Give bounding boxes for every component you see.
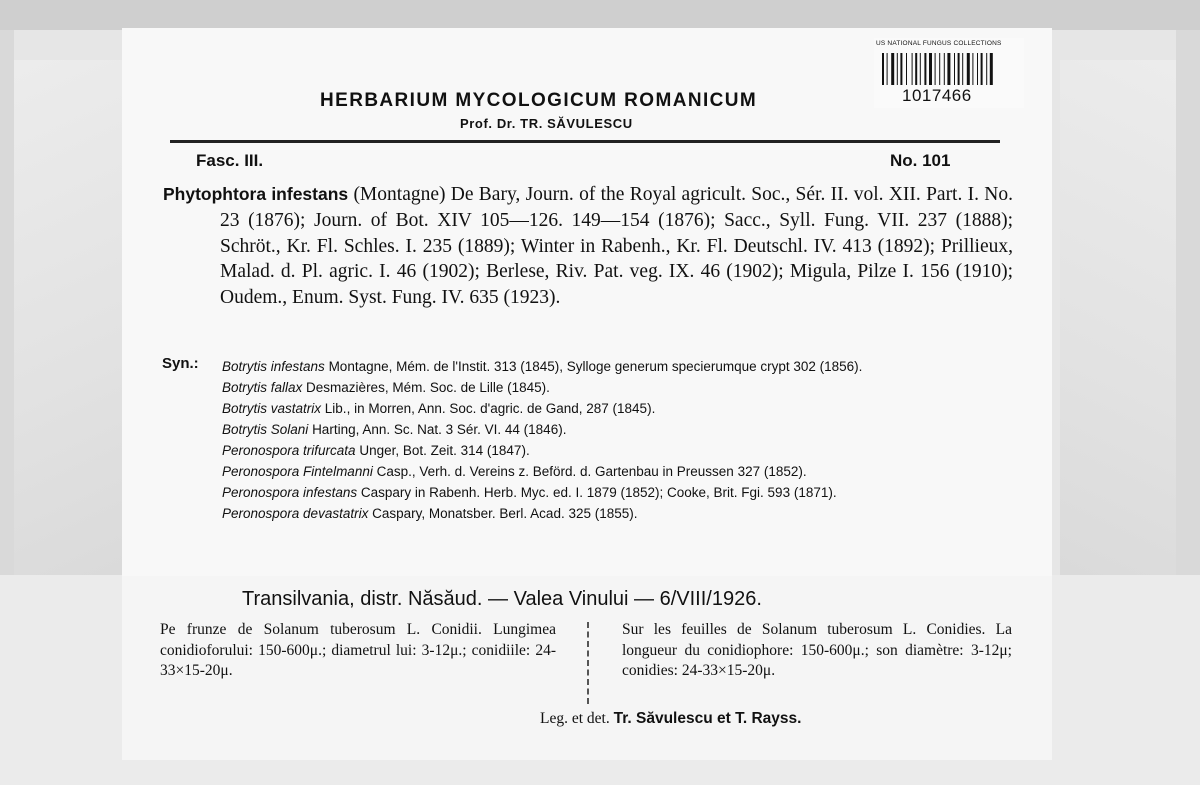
synonym-ref: Lib., in Morren, Ann. Soc. d'agric. de Gand, 287 (1845). xyxy=(324,401,656,416)
synonym-name: Botrytis vastatrix xyxy=(222,401,322,416)
synonym-item xyxy=(222,440,1012,461)
description-french xyxy=(622,620,1012,682)
synonym-ref: Unger, Bot. Zeit. 314 (1847). xyxy=(359,443,530,458)
synonym-item xyxy=(222,356,1012,377)
collector-names: Tr. Săvulescu et T. Rayss. xyxy=(613,710,802,727)
packet-fold-right xyxy=(1060,60,1176,575)
synonym-name: Peronospora infestans xyxy=(222,485,358,500)
synonym-ref: Montagne, Mém. de l'Instit. 313 (1845), Sylloge generum specierumque crypt 302 (1856). xyxy=(328,359,863,374)
barcode-caption: US NATIONAL FUNGUS COLLECTIONS xyxy=(876,40,1002,47)
synonym-ref: Casp., Verh. d. Vereins z. Beförd. d. Gartenbau in Preussen 327 (1852). xyxy=(376,464,807,479)
background-top xyxy=(0,0,1200,30)
description-french-text: Sur les feuilles de Solanum tuberosum L. Conidies. La longueur du conidiophore: 150-600μ.; son diamètre: 3-12μ; conidies: 24-33×15-20μ. xyxy=(622,621,1012,679)
synonym-ref: Desmazières, Mém. Soc. de Lille (1845). xyxy=(306,380,550,395)
header-rule xyxy=(170,140,1000,143)
synonym-item xyxy=(222,461,1012,482)
species-name: Phytophtora infestans xyxy=(163,184,349,204)
synonym-ref: Harting, Ann. Sc. Nat. 3 Sér. VI. 44 (1846). xyxy=(312,422,567,437)
synonym-name: Peronospora trifurcata xyxy=(222,443,356,458)
synonym-item xyxy=(222,377,1012,398)
collection-locality: Transilvania, distr. Năsăud. — Valea Vinului — 6/VIII/1926. xyxy=(242,588,762,610)
column-divider xyxy=(587,622,589,704)
description-romanian xyxy=(160,620,556,682)
herbarium-title: HERBARIUM MYCOLOGICUM ROMANICUM xyxy=(320,90,758,111)
collector-prefix: Leg. et det. xyxy=(540,710,610,727)
species-citation: (Montagne) De Bary, Journ. of the Royal agricult. Soc., Sér. II. vol. XII. Part. I. No. 23 (1876); Journ. of Bot. XIV 105—126. 149—154 (1876); Sacc., Syll. Fung. VII. 237 (1888); Schröt., Kr. Fl. Schles. I. 235 (1889); Winter in Rabenh., Kr. Fl. Deutschl. IV. 413 (1892); Prillieux, Malad. d. Pl. agric. I. 46 (1902); Berlese, Riv. Pat. veg. IX. 46 (1902); Migula, Pilze I. 156 (1910); Oudem., Enum. Syst. Fung. IV. 635 (1923). xyxy=(220,184,1013,309)
synonym-name: Botrytis infestans xyxy=(222,359,325,374)
synonym-name: Botrytis fallax xyxy=(222,380,303,395)
synonym-ref: Caspary, Monatsber. Berl. Acad. 325 (1855). xyxy=(372,506,638,521)
synonyms-label: Syn.: xyxy=(162,355,199,372)
synonyms-list xyxy=(222,356,1012,524)
synonym-item xyxy=(222,503,1012,524)
barcode-icon xyxy=(882,53,1016,85)
synonym-name: Botrytis Solani xyxy=(222,422,309,437)
synonym-item xyxy=(222,398,1012,419)
barcode-sticker xyxy=(874,38,1024,108)
species-citation-block xyxy=(163,182,1013,311)
exsiccata-number: No. 101 xyxy=(890,151,951,170)
synonym-name: Peronospora devastatrix xyxy=(222,506,369,521)
synonym-name: Peronospora Fintelmanni xyxy=(222,464,373,479)
packet-fold-left xyxy=(14,60,124,575)
collector-line xyxy=(540,710,801,728)
barcode-number: 1017466 xyxy=(902,86,972,105)
herbarium-editor: Prof. Dr. TR. SĂVULESCU xyxy=(460,116,633,131)
synonym-item xyxy=(222,419,1012,440)
description-romanian-text: Pe frunze de Solanum tuberosum L. Conidii. Lungimea conidioforului: 150-600μ.; diametrul lui: 3-12μ.; conidiile: 24-33×15-20μ. xyxy=(160,621,556,679)
synonym-item xyxy=(222,482,1012,503)
synonym-ref: Caspary in Rabenh. Herb. Myc. ed. I. 1879 (1852); Cooke, Brit. Fgi. 593 (1871). xyxy=(360,485,837,500)
fascicle-number: Fasc. III. xyxy=(196,151,264,170)
